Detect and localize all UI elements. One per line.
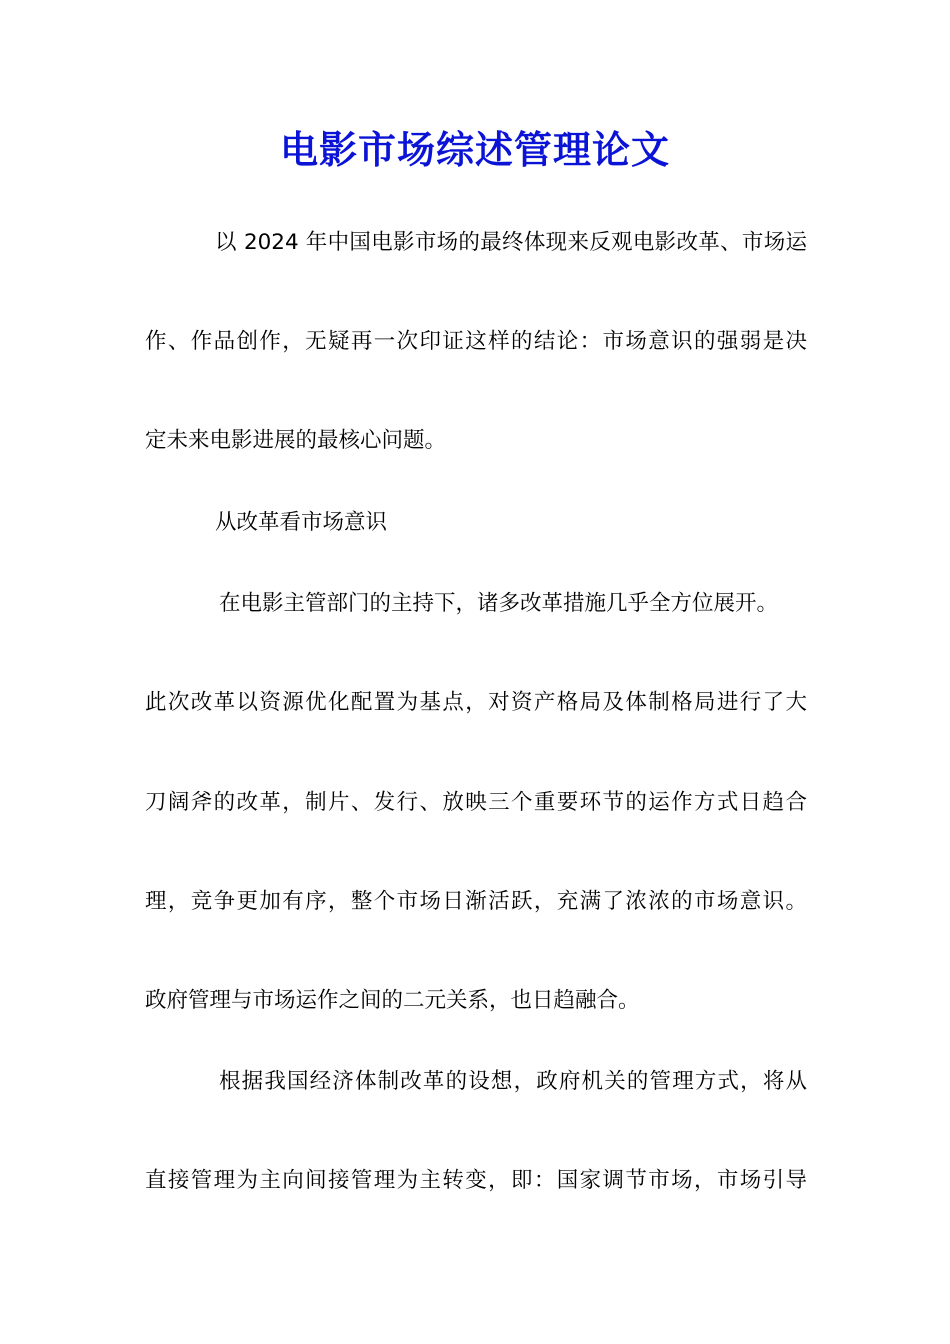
paragraph-line: 直接管理为主向间接管理为主转变，即：国家调节市场，市场引导	[145, 1168, 807, 1193]
paragraph-line: 此次改革以资源优化配置为基点，对资产格局及体制格局进行了大	[145, 690, 807, 715]
paragraph-line: 根据我国经济体制改革的设想，政府机关的管理方式，将从	[219, 1069, 807, 1094]
paragraph-line: 在电影主管部门的主持下，诸多改革措施几乎全方位展开。	[219, 591, 779, 616]
paragraph-line: 作、作品创作，无疑再一次印证这样的结论：市场意识的强弱是决	[145, 329, 807, 354]
section-heading: 从改革看市场意识	[215, 510, 388, 535]
document-title: 电影市场综述管理论文	[279, 127, 670, 172]
paragraph-line: 定未来电影进展的最核心问题。	[145, 428, 447, 453]
paragraph-line: 以 2024 年中国电影市场的最终体现来反观电影改革、市场运	[215, 230, 807, 255]
paragraph-line: 理，竞争更加有序，整个市场日渐活跃，充满了浓浓的市场意识。	[145, 889, 807, 914]
paragraph-line: 政府管理与市场运作之间的二元关系，也日趋融合。	[145, 988, 640, 1013]
paragraph-line: 刀阔斧的改革，制片、发行、放映三个重要环节的运作方式日趋合	[145, 790, 807, 815]
